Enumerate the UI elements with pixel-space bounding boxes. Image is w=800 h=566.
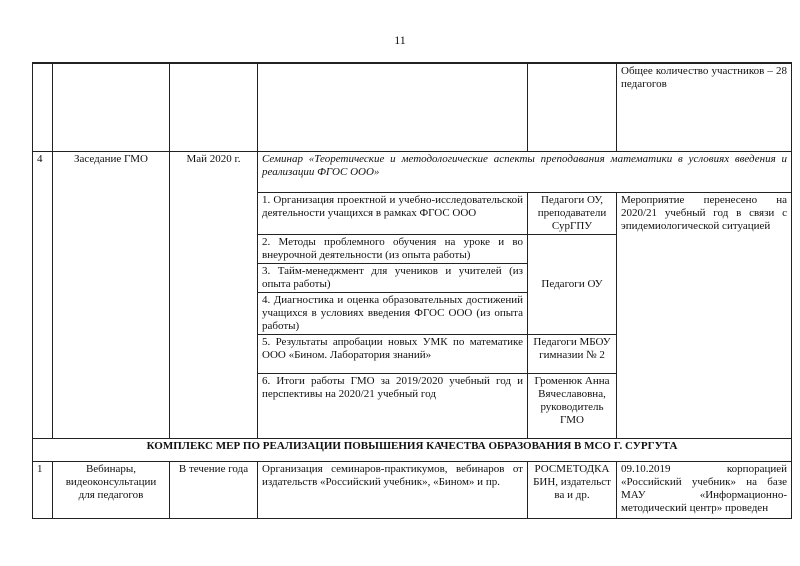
table-row bbox=[33, 461, 792, 518]
page-number: 11 bbox=[394, 33, 406, 47]
event-date: Май 2020 г. bbox=[170, 151, 258, 438]
topic: 5. Результаты апробации новых УМК по математике ООО «Бином. Лаборатория знаний» bbox=[258, 334, 528, 373]
speaker: Громенюк Анна Вячеславовна, руководитель ГМО bbox=[528, 373, 617, 438]
section-header-row bbox=[33, 438, 792, 461]
row-number: 1 bbox=[33, 461, 53, 518]
topic: 2. Методы проблемного обучения на уроке и во внеурочной деятельности (из опыта работы) bbox=[258, 234, 528, 263]
table-row bbox=[33, 151, 792, 192]
section-title: КОМПЛЕКС МЕР ПО РЕАЛИЗАЦИИ ПОВЫШЕНИЯ КАЧЕСТВА ОБРАЗОВАНИЯ В МСО Г. СУРГУТА bbox=[33, 438, 792, 461]
topic: 1. Организация проектной и учебно-исследовательской деятельности учащихся в рамках ФГОС ООО bbox=[258, 192, 528, 234]
speaker: Педагоги ОУ, преподаватели СурГПУ bbox=[528, 192, 617, 234]
event-date: В течение года bbox=[170, 461, 258, 518]
topic: 4. Диагностика и оценка образовательных достижений учащихся в условиях введения ФГОС ООО (из опыта работы) bbox=[258, 292, 528, 334]
seminar-title: Семинар «Теоретические и методологические аспекты преподавания математики в условиях введения и реализации ФГОС ООО» bbox=[258, 151, 792, 192]
event-form: Заседание ГМО bbox=[53, 151, 170, 438]
plan-table bbox=[32, 62, 792, 519]
speaker: Педагоги МБОУ гимназии № 2 bbox=[528, 334, 617, 373]
topic: 6. Итоги работы ГМО за 2019/2020 учебный год и перспективы на 2020/21 учебный год bbox=[258, 373, 528, 438]
row-number: 4 bbox=[33, 151, 53, 438]
topic: 3. Тайм-менеджмент для учеников и учителей (из опыта работы) bbox=[258, 263, 528, 292]
result-cell: 09.10.2019 корпорацией «Российский учебник» на базе МАУ «Информационно-методический центр» проведен bbox=[617, 461, 792, 518]
participants-cell: Общее количество участников – 28 педагогов bbox=[617, 63, 792, 151]
result-cell: Мероприятие перенесено на 2020/21 учебный год в связи с эпидемиологической ситуацией bbox=[617, 192, 792, 438]
event-form: Вебинары, видеоконсультации для педагогов bbox=[53, 461, 170, 518]
speaker: РОСМЕТОДКАБИН, издательства и др. bbox=[528, 461, 617, 518]
table-row bbox=[33, 63, 792, 151]
speaker: Педагоги ОУ bbox=[528, 234, 617, 334]
event-content: Организация семинаров-практикумов, вебинаров от издательств «Российский учебник», «Бином» и пр. bbox=[258, 461, 528, 518]
